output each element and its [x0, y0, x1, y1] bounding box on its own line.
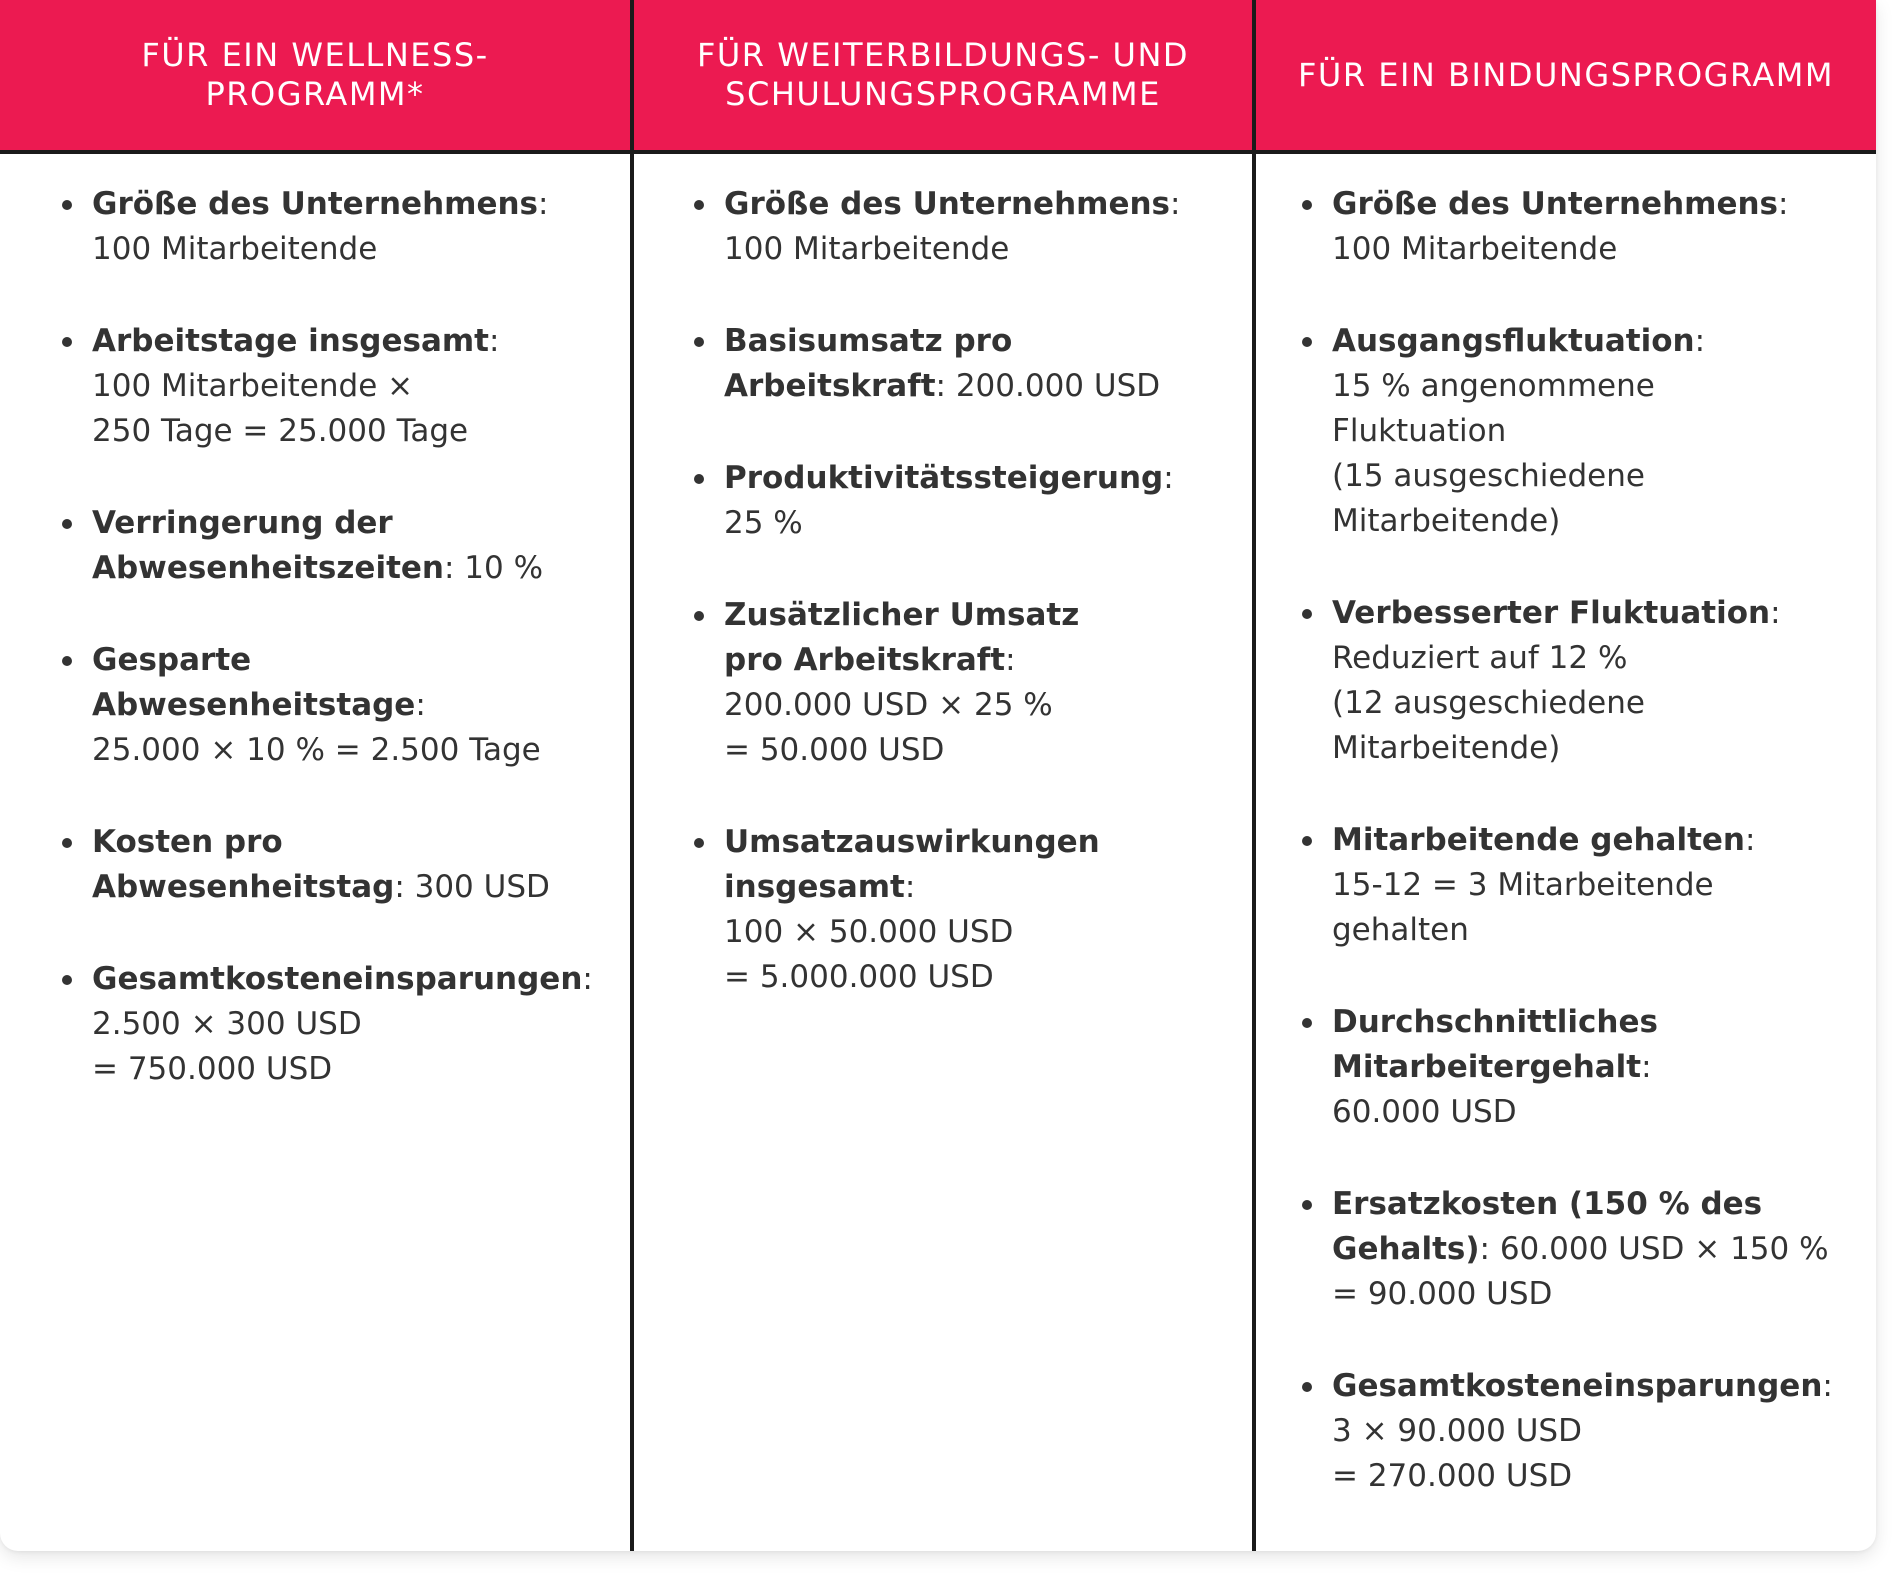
- list-item: [62, 957, 622, 1092]
- item-value: : 100 Mitarbeitende: [724, 186, 1181, 267]
- list-item: [1302, 319, 1872, 544]
- list-item: [694, 182, 1244, 272]
- item-label: Produktivitätssteigerung: [724, 460, 1164, 496]
- item-value: : 100 Mitarbeitende × 250 Tage = 25.000 Tage: [92, 323, 500, 449]
- list-item: [62, 319, 622, 454]
- item-label: Kosten pro Abwesenheitstag: [92, 824, 395, 905]
- item-value: : 25 %: [724, 460, 1174, 541]
- item-value: : 60.000 USD × 150 % = 90.000 USD: [1332, 1231, 1829, 1312]
- item-value: : 200.000 USD × 25 % = 50.000 USD: [724, 642, 1053, 768]
- item-label: Durchschnittliches Mitarbeitergehalt: [1332, 1004, 1658, 1085]
- column-title-line: FÜR WEITERBILDUNGS- UND: [696, 36, 1190, 74]
- column-title-line: FÜR EIN WELLNESS-: [141, 36, 489, 74]
- item-label: Größe des Unternehmens: [724, 186, 1170, 222]
- item-list: [62, 182, 622, 1092]
- column-title-line: PROGRAMM*: [205, 75, 425, 113]
- column-retention: [1302, 182, 1872, 1546]
- item-label: Verbesserter Fluktuation: [1332, 595, 1771, 631]
- item-value: : 2.500 × 300 USD = 750.000 USD: [92, 961, 593, 1087]
- list-item: [62, 182, 622, 272]
- column-divider: [1252, 0, 1256, 1551]
- item-label: Gesparte Abwesenheitstage: [92, 642, 416, 723]
- list-item: [62, 501, 622, 591]
- item-label: Größe des Unternehmens: [92, 186, 538, 222]
- item-value: : 200.000 USD: [935, 368, 1161, 404]
- list-item: [1302, 1000, 1872, 1135]
- item-label: Ersatzkosten (150 % des Gehalts): [1332, 1186, 1763, 1267]
- item-value: : 25.000 × 10 % = 2.500 Tage: [92, 687, 541, 768]
- column-wellness: [62, 182, 622, 1139]
- list-item: [694, 820, 1244, 1000]
- list-item: [694, 593, 1244, 773]
- item-list: [694, 182, 1244, 1000]
- list-item: [694, 456, 1244, 546]
- item-value: : Reduziert auf 12 % (12 ausgeschiedene Mitarbeitende): [1332, 595, 1781, 766]
- item-value: : 10 %: [444, 550, 544, 586]
- list-item: [1302, 1364, 1872, 1499]
- item-value: : 15 % angenommene Fluktuation (15 ausgeschiedene Mitarbeitende): [1332, 323, 1706, 539]
- item-value: : 60.000 USD: [1332, 1049, 1652, 1130]
- item-label: Ausgangsfluktuation: [1332, 323, 1695, 359]
- item-label: Umsatzauswirkungen insgesamt: [724, 824, 1100, 905]
- column-title-training: [634, 0, 1252, 150]
- item-label: Gesamtkosteneinsparungen: [92, 961, 583, 997]
- list-item: [1302, 1182, 1872, 1317]
- item-value: : 15-12 = 3 Mitarbeitende gehalten: [1332, 822, 1756, 948]
- item-label: Größe des Unternehmens: [1332, 186, 1778, 222]
- item-label: Basisumsatz pro Arbeitskraft: [724, 323, 1013, 404]
- list-item: [1302, 182, 1872, 272]
- item-value: : 100 × 50.000 USD = 5.000.000 USD: [724, 869, 1014, 995]
- column-title-wellness: [0, 0, 630, 150]
- list-item: [62, 820, 622, 910]
- item-value: : 100 Mitarbeitende: [1332, 186, 1789, 267]
- list-item: [62, 638, 622, 773]
- column-title-retention: [1256, 0, 1876, 150]
- item-value: : 3 × 90.000 USD = 270.000 USD: [1332, 1368, 1833, 1494]
- item-label: Zusätzlicher Umsatz pro Arbeitskraft: [724, 597, 1080, 678]
- column-training: [694, 182, 1244, 1047]
- list-item: [1302, 591, 1872, 771]
- item-label: Arbeitstage insgesamt: [92, 323, 489, 359]
- list-item: [694, 319, 1244, 409]
- item-value: : 300 USD: [394, 869, 550, 905]
- item-list: [1302, 182, 1872, 1499]
- item-label: Mitarbeitende gehalten: [1332, 822, 1746, 858]
- column-divider: [630, 0, 634, 1551]
- item-value: : 100 Mitarbeitende: [92, 186, 549, 267]
- item-label: Verringerung der Abwesenheitszeiten: [92, 505, 444, 586]
- column-title-line: FÜR EIN BINDUNGSPROGRAMM: [1298, 55, 1834, 94]
- list-item: [1302, 818, 1872, 953]
- column-title-line: SCHULUNGSPROGRAMME: [725, 75, 1161, 113]
- item-label: Gesamtkosteneinsparungen: [1332, 1368, 1823, 1404]
